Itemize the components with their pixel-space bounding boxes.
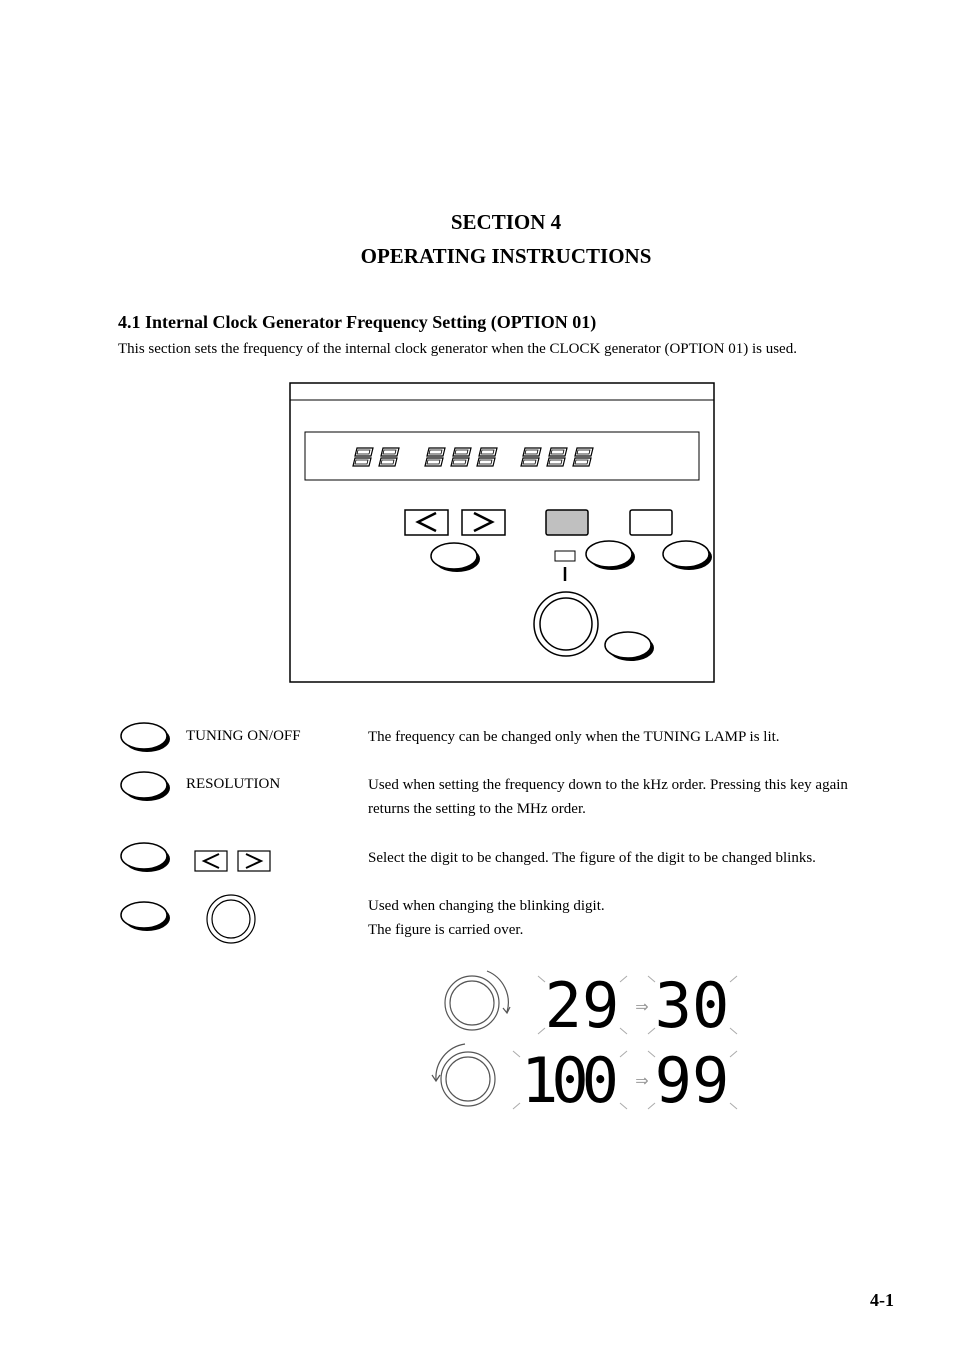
label-resolution: RESOLUTION <box>186 776 281 792</box>
intro-paragraph: This section sets the frequency of the internal clock generator when the CLOCK generator (OPTION 01) is used. <box>118 341 797 357</box>
desc-dial-2: The figure is carried over. <box>368 922 524 938</box>
desc-dial: Used when changing the blinking digit. <box>368 898 605 914</box>
section-title: OPERATING INSTRUCTIONS <box>360 244 652 268</box>
desc-resolution: Used when setting the frequency down to the kHz order. Pressing this key again <box>368 777 848 793</box>
desc-resolution-2: returns the setting to the MHz order. <box>368 801 586 817</box>
example-row1-arrow: ⇒ <box>635 997 649 1016</box>
example-row2-to: 99 <box>654 1044 730 1117</box>
example-row2-from: 100 <box>521 1044 619 1117</box>
example-row1-to: 30 <box>654 969 730 1042</box>
subsection-heading: 4.1 Internal Clock Generator Frequency Setting (OPTION 01) <box>118 312 597 332</box>
page-number: 4-1 <box>870 1290 894 1310</box>
label-tuning-onoff: TUNING ON/OFF <box>186 728 301 744</box>
desc-tuning-onoff: The frequency can be changed only when the TUNING LAMP is lit. <box>368 729 780 745</box>
example-row2-arrow: ⇒ <box>635 1071 649 1090</box>
desc-digit-select: Select the digit to be changed. The figure of the digit to be changed blinks. <box>368 850 816 866</box>
example-row1-from: 29 <box>544 969 620 1042</box>
section-number: SECTION 4 <box>450 210 562 234</box>
